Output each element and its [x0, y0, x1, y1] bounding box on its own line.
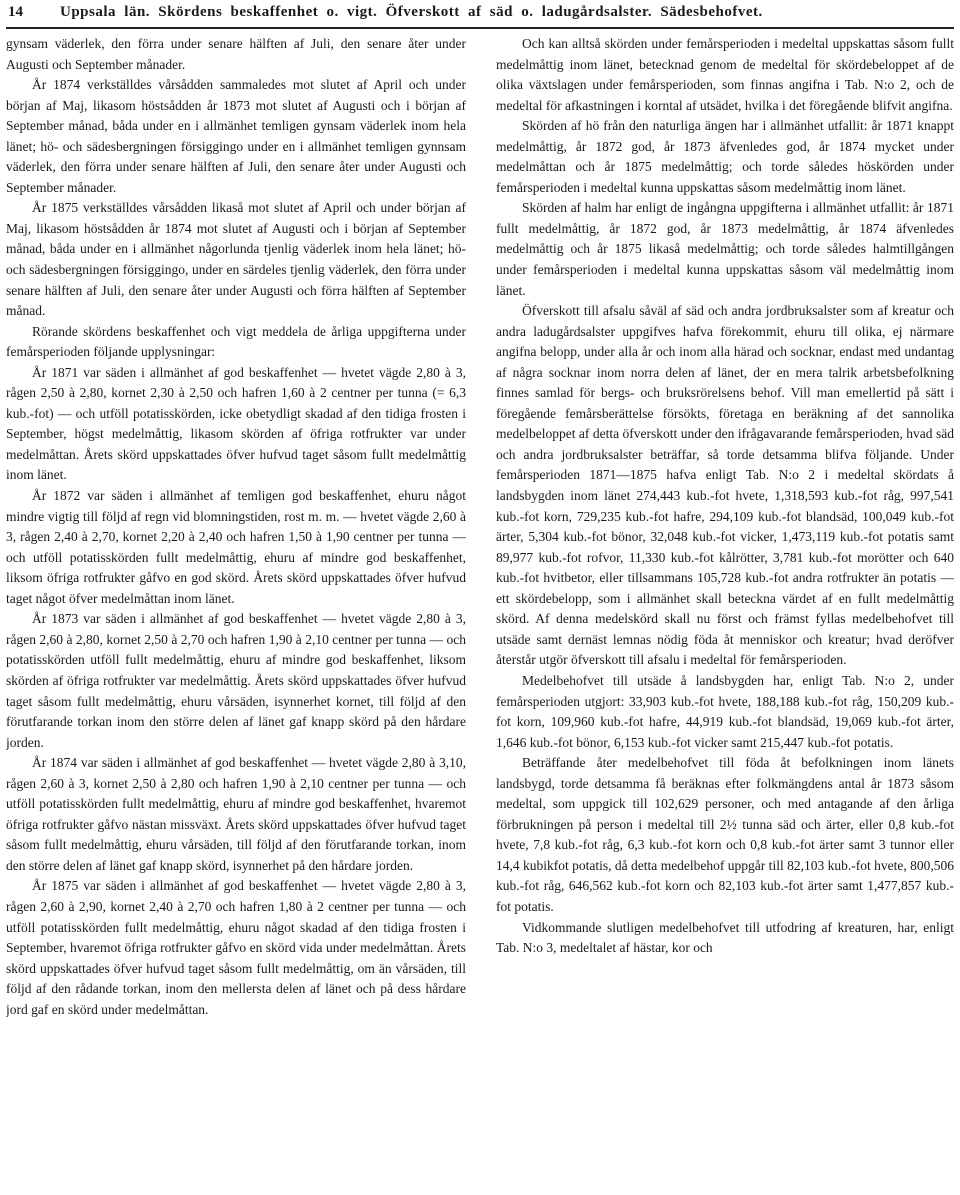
- paragraph: Och kan alltså skörden under femårsperioden i medeltal uppskattas såsom fullt medelmåttig inom länet, betecknad genom de medeltal för skördebeloppet af de olika växtslagen under femårsperioden, som finnas angifna i Tab. N:o 2, och de medeltal för afkastningen i korntal af utsädet, hvilka i det föregående blifvit angifna.: [496, 36, 954, 113]
- paragraph: Vidkommande slutligen medelbehofvet till utfodring af kreaturen, har, enligt Tab. N:o 3, medeltalet af hästar, kor och: [496, 919, 954, 956]
- right-column: [496, 34, 954, 1184]
- running-title: Uppsala län. Skördens beskaffenhet o. vigt. Öfverskott af säd o. ladugårdsalster. Sädesbehofvet.: [60, 4, 763, 20]
- paragraph: Rörande skördens beskaffenhet och vigt meddela de årliga uppgifterna under femårsperioden följande upplysningar:: [6, 323, 466, 360]
- page-number: 14: [8, 4, 23, 20]
- page-header: [8, 4, 952, 28]
- paragraph: Skörden af halm har enligt de ingångna uppgifterna i allmänhet utfallit: år 1871 fullt medelmåttig, år 1872 god, år 1873 medelmåttig, år 1874 äfvenledes medelmåttig och år 1875 likaså medelmåttig; och torde således halmtillgången under femårsperioden i medeltal kunna uppskattas såsom väl medelmåttig inom länet.: [496, 200, 954, 298]
- paragraph: Skörden af hö från den naturliga ängen har i allmänhet utfallit: år 1871 knappt medelmåttig, år 1872 god, år 1873 äfvenledes god, år 1874 mycket under medelmåttan och år 1875 medelmåttig; och torde således höskörden under femårsperioden i medeltal kunna uppskattas såsom medelmåttig inom länet.: [496, 118, 954, 195]
- paragraph: År 1875 verkställdes vårsådden likaså mot slutet af April och under början af Maj, likasom höstsådden år 1874 mot slutet af Augusti och i början af September månad, båda under en i allmänhet någorlunda tjenlig väderlek inom hela länet; hö- och sädesbergningen försiggingo, under en särdeles tjenlig väderlek, den förra under senare hälften af Juli, den senare åter under Augusti och förra hälften af September månad.: [6, 200, 466, 319]
- header-rule: [6, 27, 954, 29]
- paragraph: År 1871 var säden i allmänhet af god beskaffenhet — hvetet vägde 2,80 à 3, rågen 2,50 à 2,80, kornet 2,30 à 2,50 och hafren 1,60 à 2 centner per tunna (= 6,3 kub.-fot) — och utföll potatisskörden, icke obetydligt skadad af den tidiga frosten i September, högst medelmåttig, likasom skörden af öfriga rotfrukter var under medelmåttan. Årets skörd uppskattades öfver hufvud taget såsom fullt medelmåttig inom länet.: [6, 364, 466, 483]
- paragraph: Beträffande åter medelbehofvet till föda åt befolkningen inom länets landsbygd, torde detsamma få beräknas efter folkmängdens antal år 1873 såsom medeltal, som uppgick till 102,629 personer, och med antagande af den årliga förbrukningen på person i medeltal till 2½ tunna säd och ärter, eller 0,8 kub.-fot hvete, 7,8 kub.-fot råg, 6,3 kub.-fot korn och 0,8 kub.-fot ärter samt 3 tunnor eller 14,4 kubikfot potatis, då detta medelbehof uppgår till 82,103 kub.-fot hvete, 800,506 kub.-fot råg, 646,562 kub.-fot korn och 82,103 kub.-fot ärter samt 1,477,857 kub.-fot potatis.: [496, 755, 954, 914]
- left-column: [6, 34, 466, 1184]
- paragraph: År 1872 var säden i allmänhet af temligen god beskaffenhet, ehuru något mindre vigtig till följd af regn vid blomningstiden, rost m. m. — hvetet vägde 2,60 à 3, rågen 2,40 à 2,70, kornet 2,20 à 2,40 och hafren 1,50 à 1,90 centner per tunna — och utföll potatisskörden fullt medelmåttig, ehuru af mindre god beskaffenhet, liksom öfriga rotfrukter gåfvo en god skörd. Årets skörd uppskattades öfver hufvud taget något öfver medelmåttan inom länet.: [6, 488, 466, 606]
- paragraph: Medelbehofvet till utsäde å landsbygden har, enligt Tab. N:o 2, under femårsperioden utgjort: 33,903 kub.-fot hvete, 188,188 kub.-fot råg, 150,209 kub.-fot korn, 109,960 kub.-fot hafre, 44,919 kub.-fot blandsäd, 19,069 kub.-fot ärter, 1,646 kub.-fot bönor, 6,153 kub.-fot vicker samt 215,447 kub.-fot potatis.: [496, 672, 954, 750]
- paragraph: År 1875 var säden i allmänhet af god beskaffenhet — hvetet vägde 2,80 à 3, rågen 2,60 à 2,90, kornet 2,40 à 2,70 och hafren 1,80 à 2 centner per tunna — och utföll potatisskörden fullt medelmåttig, ehuru något skadad af den tidiga frosten i September, hvaremot öfriga rotfrukter gåfvo en skörd vida under medelmåttan. Årets skörd uppskattades öfver hufvud taget såsom fullt medelmåttig, om än vårsäden, till följd af den rådande torkan, inom den mellersta delen af länet och på dess hårdare jord gaf en skörd under medelmåttan.: [6, 878, 466, 1017]
- paragraph: År 1874 var säden i allmänhet af god beskaffenhet — hvetet vägde 2,80 à 3,10, rågen 2,60 à 3, kornet 2,50 à 2,80 och hafren 1,90 à 2,10 centner per tunna — och utföll potatisskörden fullt medelmåttig, ehuru af mindre god beskaffenhet, hvaremot öfriga rotfrukter gåfvo nästan missväxt. Årets skörd uppskattades öfver hufvud taget såsom fullt medelmåttig, ehuru vårsäden, till följd af den förutfarande torkan, inom den större delen af länet gaf knapp skörd, isynnerhet på den hårdare jorden.: [6, 755, 466, 873]
- paragraph: Öfverskott till afsalu såväl af säd och andra jordbruksalster som af kreatur och andra ladugårdsalster uppgifves hafva förekommit, ehuru till olika, ej närmare angifna belopp, under alla år och inom alla härad och socknar, endast med undantag af några socknar inom norra delen af länet, der en mera talrik arbetsbefolkning finnes samlad för bergs- och bruksrörelsens behof. Vill man emellertid på sätt i föregående femårsberättelse försökts, företaga en beräkning af det sannolika medelbeloppet af detta öfverskott under den ifrågavarande femårsperioden, hvad säd och andra jordbruksalster beträffar, så torde detsamma blifva följande. Under femårsperioden 1871—1875 hafva enligt Tab. N:o 2 i medeltal skördats å landsbygden inom länet 274,443 kub.-fot hvete, 1,318,593 kub.-fot råg, 997,541 kub.-fot korn, 729,235 kub.-fot hafre, 294,109 kub.-fot blandsäd, 100,049 kub.-fot ärter, 5,304 kub.-fot bönor, 32,048 kub.-fot vicker, 1,473,119 kub.-fot potatis samt 89,977 kub.-fot rofvor, 11,330 kub.-fot kålrötter, 3,781 kub.-fot morötter och 640 kub.-fot hvitbetor, eller tillsammans 105,728 kub.-fot andra rotfrukter än potatis — ett skördebelopp, som i allmänhet skall betecknа värdet af en fullt medelmåttig skörd. Af denna medelskörd skall nu först och främst fyllas medelbehofvet till utsäde samt dernäst lemnas nödig föda åt menniskor och kreatur; hvad deröfver återstår utgör öfverskott till afsalu i medeltal för femårsperioden.: [496, 303, 954, 668]
- paragraph: gynsam väderlek, den förra under senare hälften af Juli, den senare åter under Augusti och September månader.: [6, 36, 466, 72]
- paragraph: År 1874 verkställdes vårsådden sammaledes mot slutet af April och under början af Maj, likasom höstsådden år 1873 mot slutet af Augusti och i början af September månad, båda under en i allmänhet temligen gynsam väderlek inom hela länet; hö- och sädesbergningen försiggingo under en i allmänhet temligen gynnsam väderlek, den förra under senare hälften af Juli, den senare åter under Augusti och September månader.: [6, 77, 466, 195]
- paragraph: År 1873 var säden i allmänhet af god beskaffenhet — hvetet vägde 2,80 à 3, rågen 2,60 à 2,80, kornet 2,50 à 2,70 och hafren 1,90 à 2,10 centner per tunna — och potatisskörden utföll fullt medelmåttig, ehuru af mindre god beskaffenhet, liksom skörden af öfriga rotfrukter var medelmåttig. Årets skörd uppskattades öfver hufvud taget såsom fullt medelmåttig, ehuru vårsäden, isynnerhet kornet, till följd af den förutfarande torkan inom den större delen af länet gaf knapp skörd på den hårdare jorden.: [6, 611, 466, 750]
